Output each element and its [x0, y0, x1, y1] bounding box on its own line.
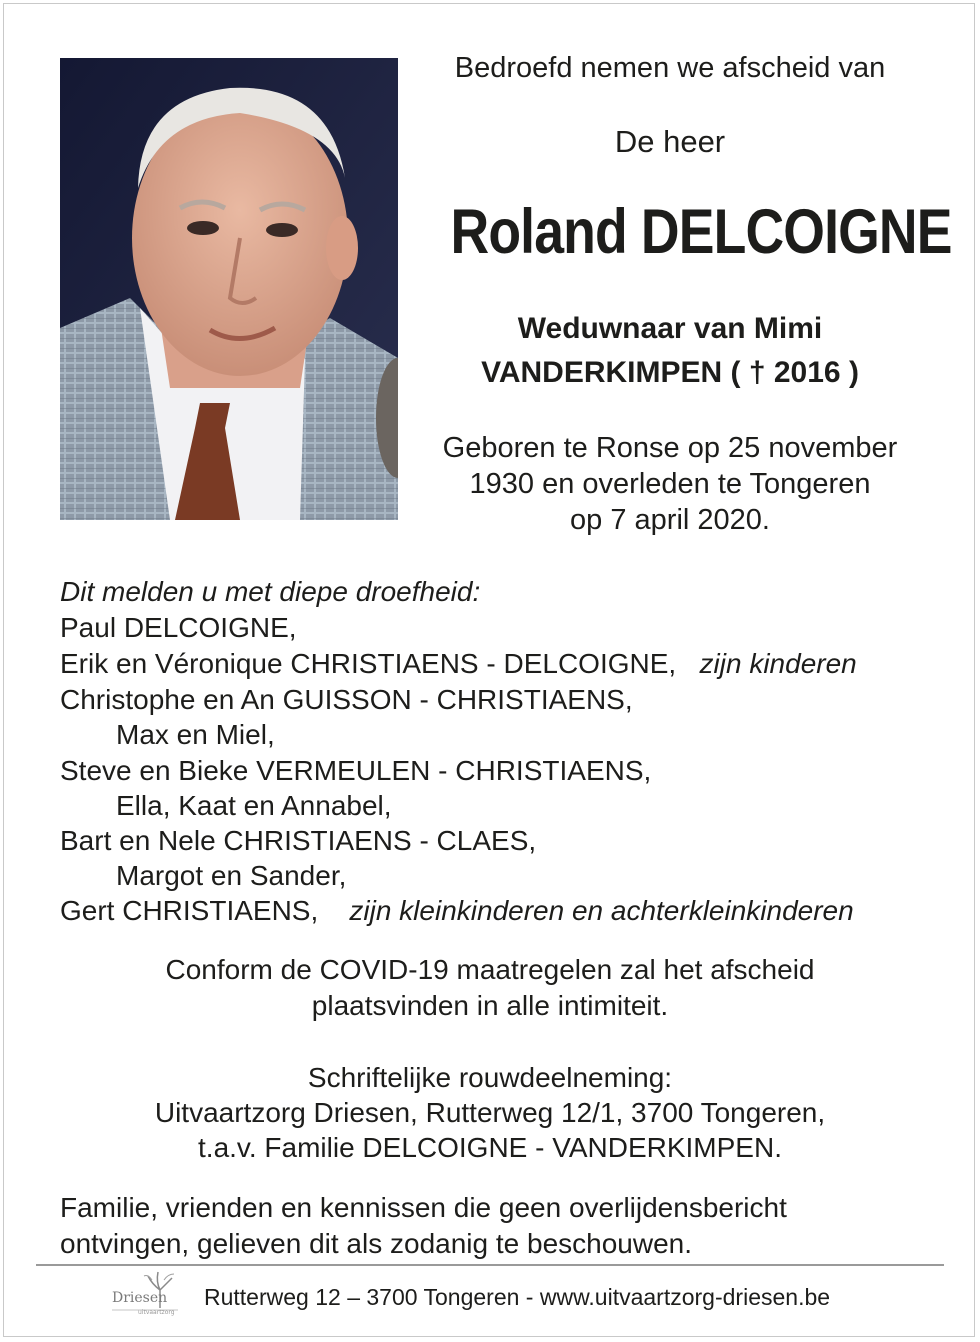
- deceased-name: Roland DELCOIGNE: [450, 197, 952, 267]
- covid-line: Conform de COVID-19 maatregelen zal het afscheid: [165, 954, 815, 985]
- condolence-line: Schriftelijke rouwdeelneming:: [307, 1062, 673, 1093]
- family-note: zijn kinderen: [699, 648, 857, 679]
- intro-text: Bedroefd nemen we afscheid van: [454, 52, 886, 84]
- condolence-line: t.a.v. Familie DELCOIGNE - VANDERKIMPEN.: [198, 1132, 782, 1163]
- logo-text: Driesen: [112, 1290, 168, 1306]
- condolence-line: Uitvaartzorg Driesen, Rutterweg 12/1, 3700 Tongeren,: [154, 1097, 826, 1128]
- family-line: Margot en Sander,: [116, 860, 347, 891]
- family-line: Max en Miel,: [116, 719, 275, 750]
- footer-divider: [36, 1264, 944, 1266]
- family-line: Erik en Véronique CHRISTIAENS - DELCOIGNE, zijn kinderen: [60, 648, 857, 679]
- bio-line: Geboren te Ronse op 25 november: [442, 432, 898, 464]
- family-line: Christophe en An GUISSON - CHRISTIAENS,: [60, 684, 633, 715]
- closing-line: ontvingen, gelieven dit als zodanig te beschouwen.: [60, 1228, 692, 1259]
- bio-line: op 7 april 2020.: [570, 504, 770, 536]
- portrait-photo: [60, 58, 398, 520]
- family-note: zijn kleinkinderen en achterkleinkinderen: [349, 895, 854, 926]
- bio-line: 1930 en overleden te Tongeren: [469, 468, 871, 500]
- family-line: Paul DELCOIGNE,: [60, 612, 297, 643]
- family-line: Bart en Nele CHRISTIAENS - CLAES,: [60, 825, 537, 856]
- family-line: Steve en Bieke VERMEULEN - CHRISTIAENS,: [60, 755, 652, 786]
- covid-line: plaatsvinden in alle intimiteit.: [311, 990, 669, 1021]
- family-line: Ella, Kaat en Annabel,: [116, 790, 392, 821]
- widower-line-2: VANDERKIMPEN ( † 2016 ): [481, 356, 859, 389]
- widower-line-1: Weduwnaar van Mimi: [517, 312, 823, 345]
- funeral-home-logo: [108, 1268, 182, 1320]
- closing-line: Familie, vrienden en kennissen die geen overlijdensbericht: [60, 1192, 787, 1223]
- family-intro: Dit melden u met diepe droefheid:: [60, 576, 481, 607]
- honorific: De heer: [614, 124, 726, 159]
- logo-subtext: uitvaartzorg: [138, 1309, 175, 1316]
- family-line: Gert CHRISTIAENS, zijn kleinkinderen en achterkleinkinderen: [60, 895, 854, 926]
- footer-address: Rutterweg 12 – 3700 Tongeren - www.uitvaartzorg-driesen.be: [204, 1284, 831, 1310]
